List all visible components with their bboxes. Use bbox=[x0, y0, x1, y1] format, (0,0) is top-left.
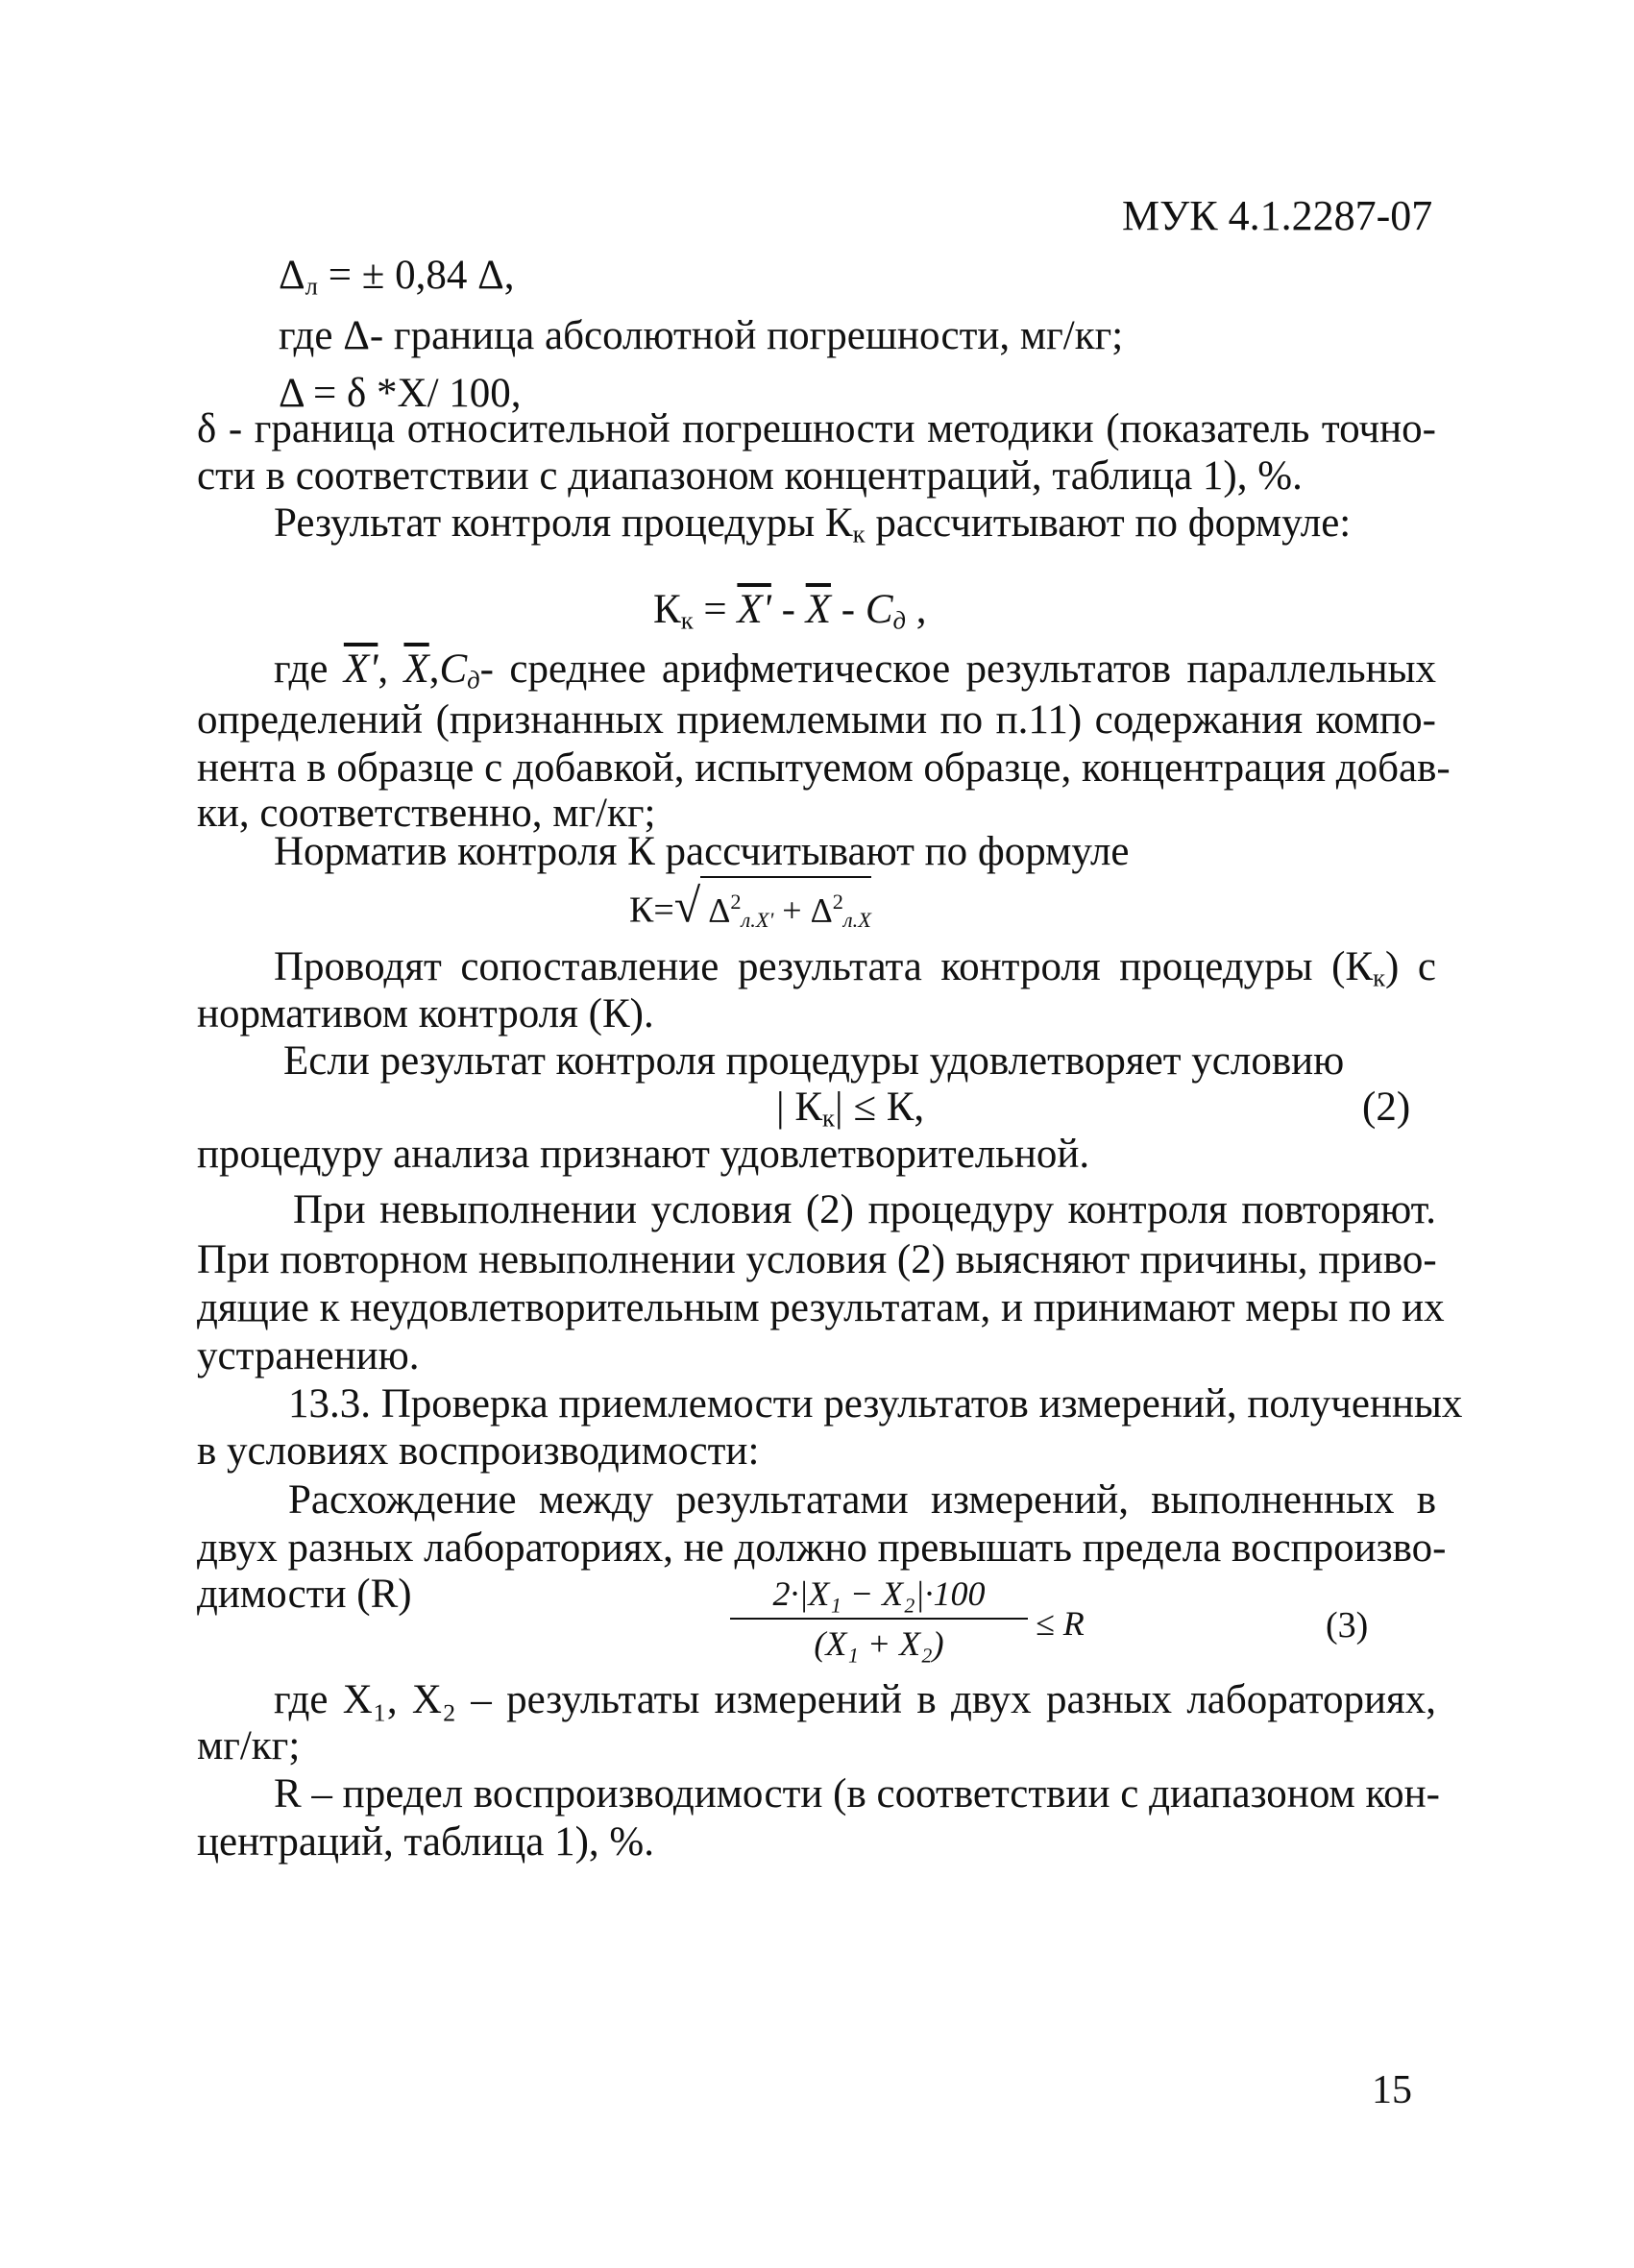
equation-number-2: (2) bbox=[1362, 1085, 1411, 1130]
where-line-4: ки, соответственно, мг/кг; bbox=[197, 791, 656, 836]
formula-kk-equals: = bbox=[693, 587, 738, 632]
compare-line-2: нормативом контроля (К). bbox=[197, 991, 654, 1036]
formula-k-delta-b-sup: 2 bbox=[832, 890, 843, 914]
fail-line-4: устранению. bbox=[197, 1333, 420, 1378]
formula-delta-l-symbol: Δ bbox=[279, 253, 305, 298]
r-line-2: центраций, таблица 1), %. bbox=[197, 1819, 654, 1865]
formula-k-radicand bbox=[700, 876, 871, 944]
result-intro-subscript: к bbox=[852, 519, 866, 549]
formula-k-delta-b: Δ bbox=[810, 890, 833, 930]
formula-delta-l-subscript: л bbox=[305, 271, 318, 301]
fraction-numerator: 2·|X₁ − X₂|·100 bbox=[730, 1573, 1028, 1620]
formula-condition-rhs: | ≤ К, bbox=[835, 1085, 925, 1130]
formula-k-delta-a: Δ bbox=[708, 890, 731, 930]
fail-line-3: дящие к неудовлетворительным результатам, и принимают меры по их bbox=[197, 1285, 1445, 1330]
procedure-line: процедуру анализа признают удовлетворительной. bbox=[197, 1132, 1090, 1177]
where-line-2: определений (признанных приемлемыми по п.11) содержания компо- bbox=[197, 697, 1436, 743]
where-line-1-prefix: где bbox=[274, 646, 344, 692]
formula-reproducibility-fraction bbox=[730, 1573, 1028, 1664]
delta-note-line-1: δ - граница относительной погрешности методики (показатель точно- bbox=[197, 406, 1436, 451]
formula-kk-c: C bbox=[865, 587, 893, 632]
where-comma-1: , bbox=[378, 646, 404, 692]
formula-kk-minus-2: - bbox=[830, 587, 866, 632]
compare-line-1-end: ) с bbox=[1385, 944, 1436, 989]
page-number: 15 bbox=[1372, 2068, 1412, 2112]
formula-kk-minus-1: - bbox=[770, 587, 806, 632]
formula-delta-l-rhs: = ± 0,84 Δ, bbox=[317, 253, 515, 298]
formula-k-delta-b-sub: л.X bbox=[842, 907, 871, 932]
difference-line-3: димости (R) bbox=[197, 1572, 412, 1617]
where-line-1-text: - среднее арифметическое результатов параллельных bbox=[479, 646, 1436, 692]
formula-delta-l bbox=[279, 252, 514, 310]
difference-line-2: двух разных лабораториях, не должно превышать предела воспроизво- bbox=[197, 1525, 1447, 1571]
delta-note-line-2: сти в соответствии с диапазоном концентраций, таблица 1), %. bbox=[197, 453, 1303, 499]
where-x-mean: $\overline{X}$ bbox=[403, 646, 429, 692]
fraction-denominator: (X₁ + X₂) bbox=[814, 1624, 944, 1663]
formula-k-plus: + bbox=[773, 890, 811, 930]
delta-definition-line: где Δ- граница абсолютной погрешности, мг/кг; bbox=[279, 313, 1124, 358]
formula-kk-subscript: к bbox=[680, 605, 694, 635]
formula-k-delta-a-sub: л.X' bbox=[741, 907, 774, 932]
fail-line-2: При повторном невыполнении условия (2) выясняют причины, приво- bbox=[197, 1237, 1437, 1282]
formula-kk-end: , bbox=[905, 587, 927, 632]
where-x-prime: X' bbox=[343, 646, 378, 692]
formula-k-delta-a-sup: 2 bbox=[730, 890, 742, 914]
x12-line-1: где X₁, X₂ – результаты измерений в двух разных лабораториях, bbox=[274, 1677, 1436, 1722]
formula-kk-c-subscript: д bbox=[892, 605, 906, 635]
result-formula-intro bbox=[274, 500, 1351, 558]
where-line-1 bbox=[274, 646, 1436, 704]
formula-condition-lhs: | К bbox=[776, 1085, 823, 1130]
condition-intro-line: Если результат контроля процедуры удовлетворяет условию bbox=[283, 1038, 1345, 1084]
formula-k-lhs: К= bbox=[629, 890, 674, 931]
compare-line-1-text: Проводят сопоставление результата контроля процедуры (К bbox=[274, 944, 1374, 989]
equation-number-3: (3) bbox=[1326, 1605, 1369, 1646]
norm-intro-line: Норматив контроля К рассчитывают по формуле bbox=[274, 829, 1130, 874]
formula-kk-symbol: К bbox=[653, 587, 681, 632]
formula-delta: Δ = δ *Х/ 100, bbox=[279, 371, 522, 416]
section-13-3-line-2: в условиях воспроизводимости: bbox=[197, 1428, 760, 1474]
section-13-3-line-1: 13.3. Проверка приемлемости результатов измерений, полученных bbox=[288, 1381, 1463, 1427]
where-line-3: нента в образце с добавкой, испытуемом образце, концентрация добав- bbox=[197, 745, 1451, 791]
compare-line-1-subscript: к bbox=[1373, 963, 1386, 992]
fail-line-1: При невыполнении условия (2) процедуру контроля повторяют. bbox=[293, 1187, 1436, 1232]
r-line-1: R – предел воспроизводимости (в соответствии с диапазоном кон- bbox=[274, 1771, 1440, 1817]
document-code-header: МУК 4.1.2287-07 bbox=[1122, 192, 1433, 239]
formula-kk-x-mean: $\overline{X}$ bbox=[805, 587, 831, 632]
formula-condition-subscript: к bbox=[822, 1103, 835, 1133]
x12-line-2: мг/кг; bbox=[197, 1723, 301, 1768]
result-intro-text-end: рассчитывают по формуле: bbox=[865, 500, 1352, 546]
where-c: C bbox=[439, 646, 468, 692]
formula-kk-x-prime: X' bbox=[737, 587, 771, 632]
where-c-subscript: д bbox=[467, 665, 480, 695]
result-intro-text: Результат контроля процедуры К bbox=[274, 500, 853, 546]
fraction-rhs: ≤ R bbox=[1036, 1604, 1085, 1643]
formula-k bbox=[629, 876, 871, 944]
where-comma-2: , bbox=[428, 646, 440, 692]
sqrt-sign-icon: √ bbox=[673, 878, 701, 933]
formula-kk bbox=[653, 586, 926, 645]
difference-line-1: Расхождение между результатами измерений, выполненных в bbox=[288, 1477, 1436, 1523]
